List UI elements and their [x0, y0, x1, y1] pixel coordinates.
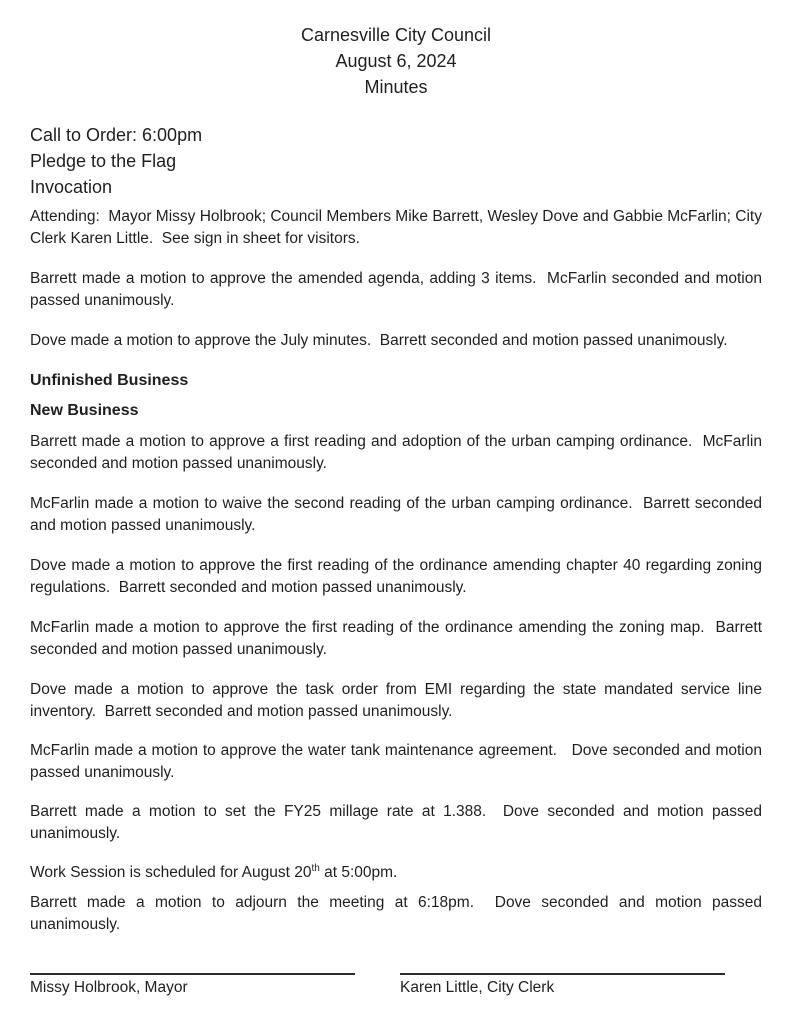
invocation-line: Invocation — [30, 177, 113, 197]
section-heading-unfinished-business: Unfinished Business — [30, 372, 189, 389]
document-type: Minutes — [364, 77, 428, 97]
motion-paragraph-zoning-map: McFarlin made a motion to approve the first reading of the ordinance amending the zoning map. Barrett seconded and motion passed unanimously. — [30, 619, 767, 658]
meeting-date: August 6, 2024 — [335, 51, 457, 71]
clerk-signature-block — [400, 973, 725, 997]
signature-block — [30, 973, 725, 997]
mayor-signature-block — [30, 973, 355, 997]
clerk-signature-label: Karen Little, City Clerk — [400, 979, 555, 996]
motion-paragraph-chapter-40-zoning: Dove made a motion to approve the first reading of the ordinance amending chapter 40 regarding zoning regulations. Barrett seconded and motion passed unanimously. — [30, 557, 767, 596]
organization-title: Carnesville City Council — [300, 25, 492, 45]
section-heading-new-business: New Business — [30, 402, 139, 419]
attending-paragraph: Attending: Mayor Missy Holbrook; Council Members Mike Barrett, Wesley Dove and Gabbie McFarlin; City Clerk Karen Little. See sign in sheet for visitors. — [30, 208, 767, 247]
call-to-order-line: Call to Order: 6:00pm — [30, 125, 203, 145]
motion-paragraph-emi-task-order: Dove made a motion to approve the task order from EMI regarding the state mandated service line inventory. Barrett seconded and motion passed unanimously. — [30, 681, 767, 720]
mayor-signature-label: Missy Holbrook, Mayor — [30, 979, 188, 996]
work-session-text-before: Work Session is scheduled for August 20 — [30, 864, 312, 881]
motion-paragraph-adjourn: Barrett made a motion to adjourn the meeting at 6:18pm. Dove seconded and motion passed unanimously. — [30, 894, 767, 933]
pledge-line: Pledge to the Flag — [30, 151, 177, 171]
motion-paragraph-millage-rate: Barrett made a motion to set the FY25 millage rate at 1.388. Dove seconded and motion passed unanimously. — [30, 803, 767, 842]
document-title-block — [30, 22, 762, 100]
motion-paragraph-urban-camping-first-reading: Barrett made a motion to approve a first reading and adoption of the urban camping ordinance. McFarlin seconded and motion passed unanimously. — [30, 433, 767, 472]
motion-paragraph-amended-agenda: Barrett made a motion to approve the amended agenda, adding 3 items. McFarlin seconded and motion passed unanimously. — [30, 270, 767, 309]
work-session-text-after: at 5:00pm. — [319, 864, 398, 881]
motion-paragraph-water-tank: McFarlin made a motion to approve the water tank maintenance agreement. Dove seconded and motion passed unanimously. — [30, 742, 767, 781]
motion-paragraph-waive-second-reading: McFarlin made a motion to waive the second reading of the urban camping ordinance. Barrett seconded and motion passed unanimously. — [30, 495, 767, 534]
motion-paragraph-july-minutes: Dove made a motion to approve the July minutes. Barrett seconded and motion passed unanimously. — [30, 332, 728, 349]
work-session-line — [30, 862, 762, 884]
ordinal-superscript: th — [311, 862, 320, 874]
opening-items — [30, 122, 762, 200]
